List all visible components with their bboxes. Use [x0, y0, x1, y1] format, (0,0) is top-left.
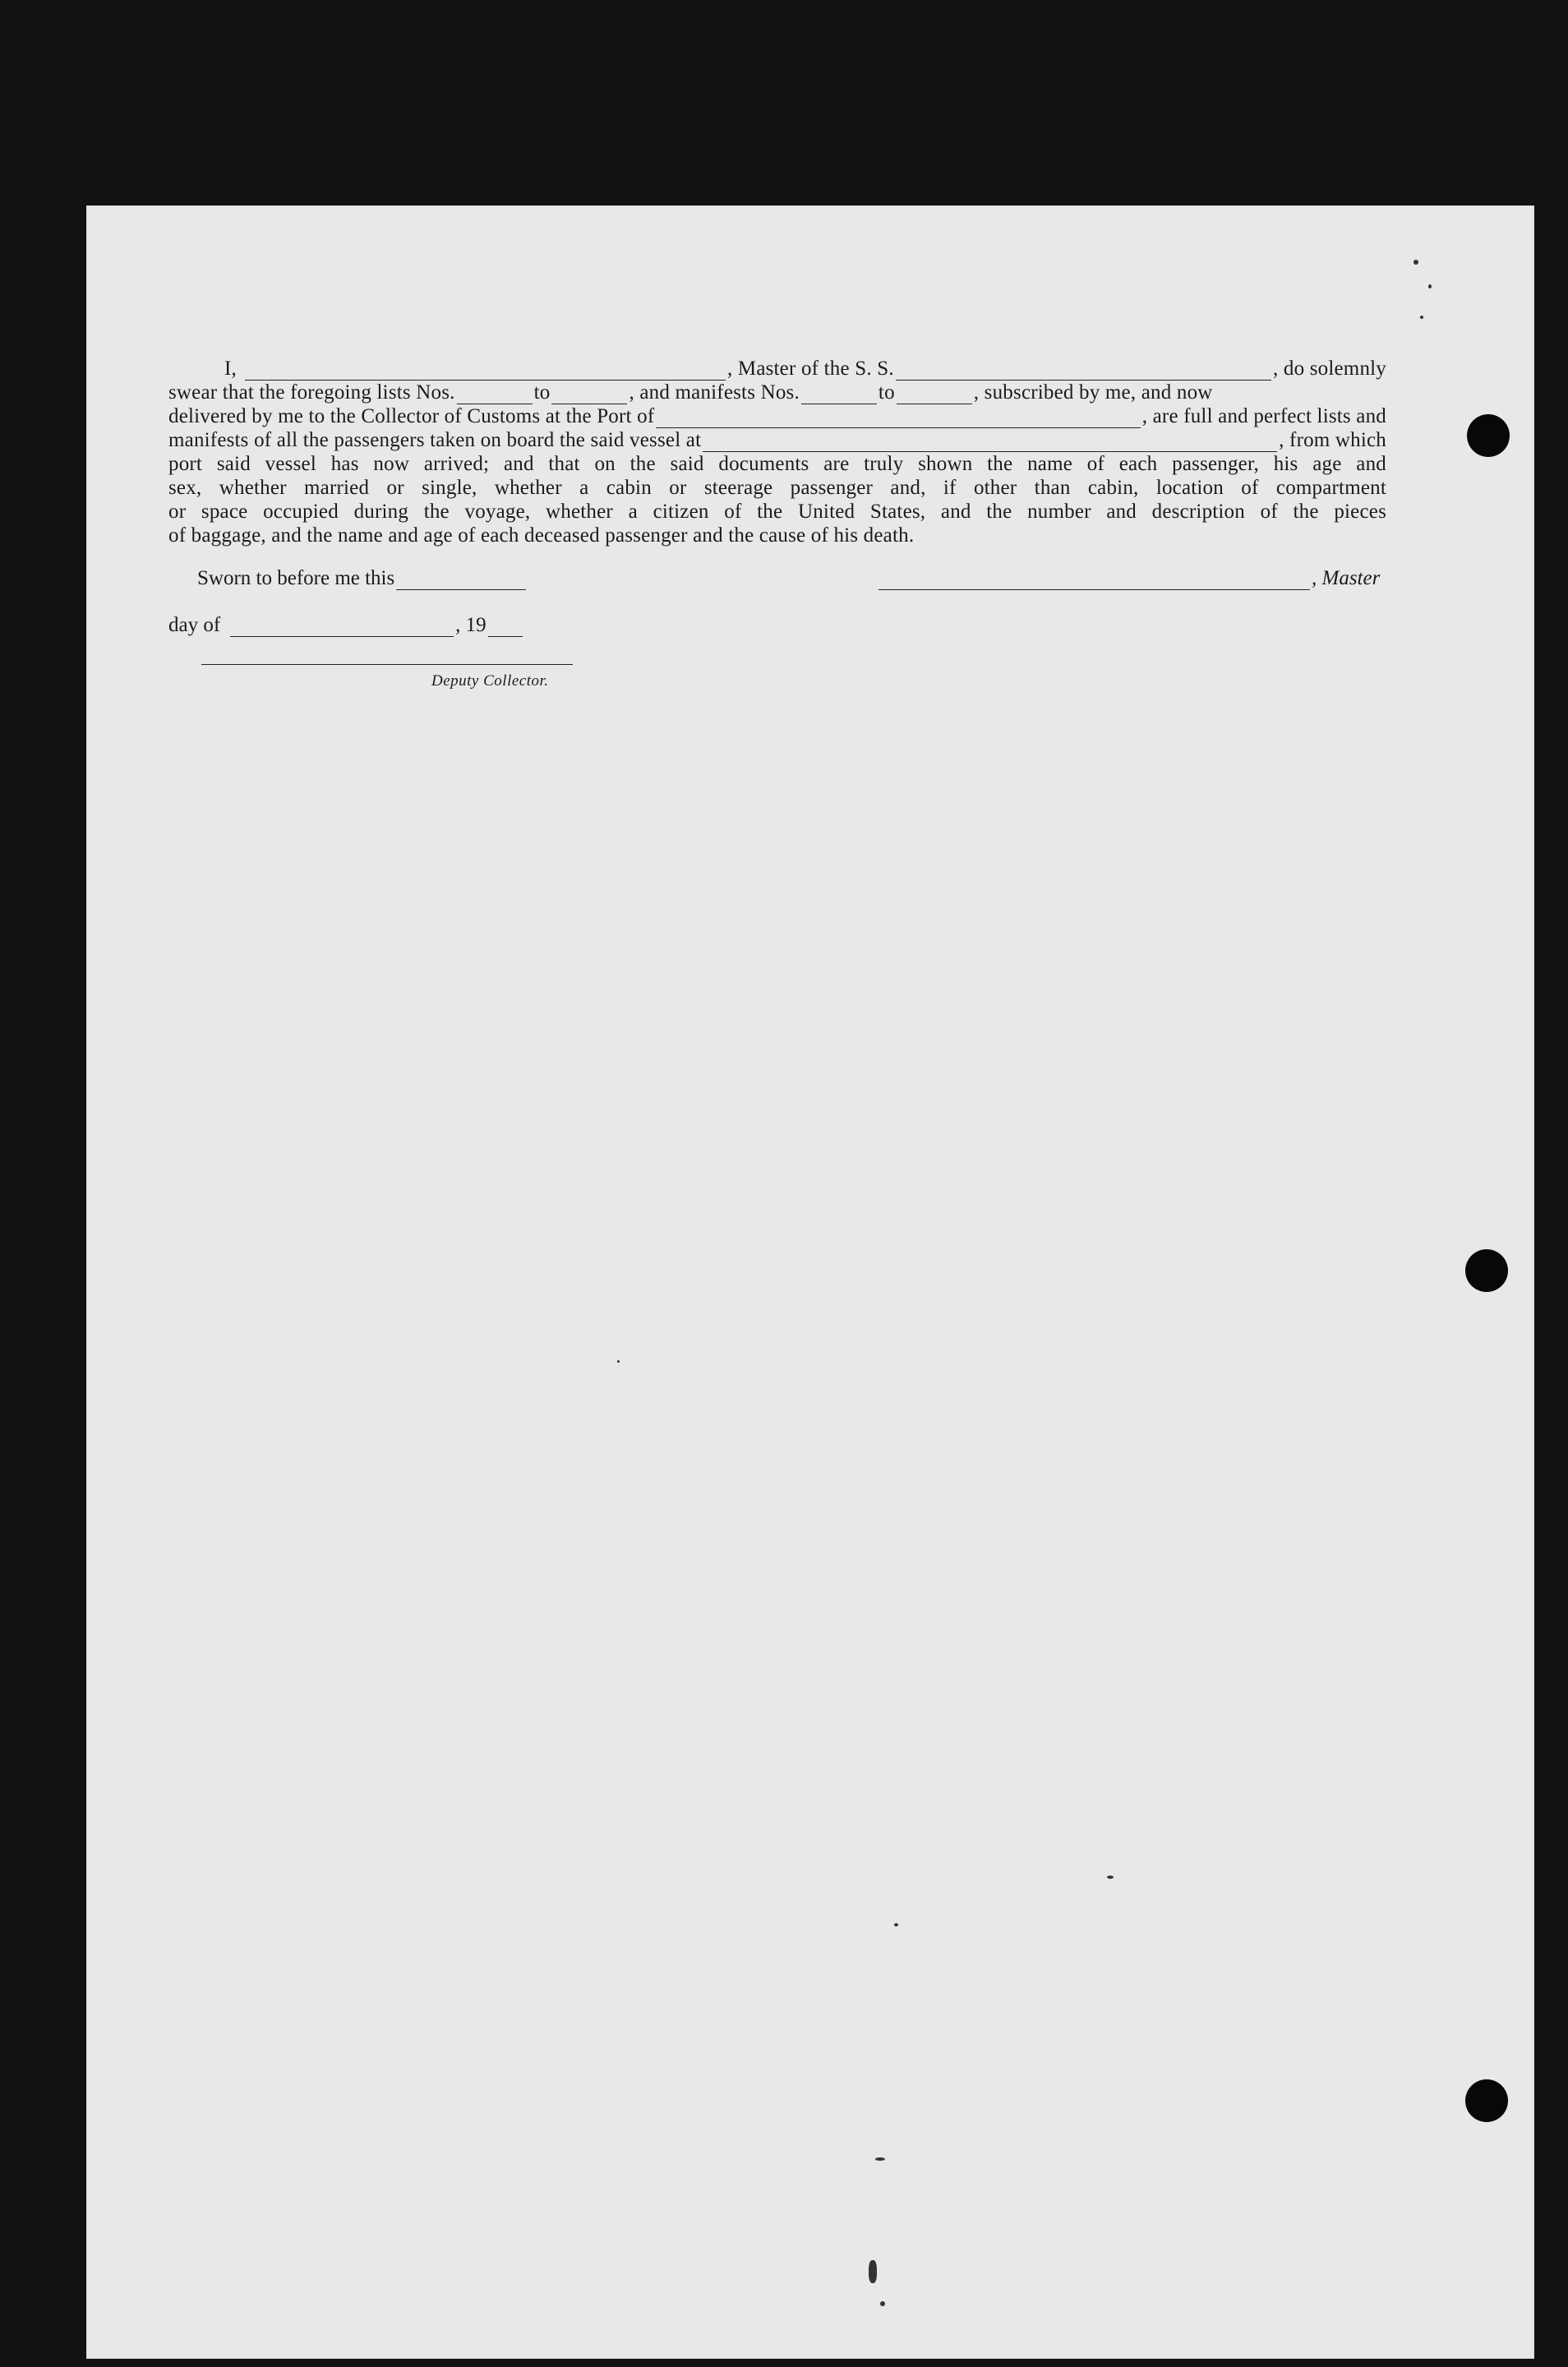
oath-text: swear that the foregoing lists Nos.	[168, 381, 455, 404]
master-name-blank	[245, 363, 726, 381]
punch-hole-middle	[1465, 1249, 1508, 1292]
month-blank	[230, 620, 454, 637]
manifest-to-blank	[897, 387, 972, 404]
oath-text: , and manifests Nos.	[629, 381, 800, 404]
speck	[894, 1923, 898, 1926]
oath-text: , are full and perfect lists and	[1141, 405, 1386, 427]
oath-line-3	[168, 404, 1386, 428]
oath-line-2	[168, 381, 1386, 404]
oath-paragraph	[168, 357, 1386, 547]
speck	[1428, 284, 1432, 288]
date-row	[168, 614, 524, 637]
oath-text: , from which	[1279, 429, 1386, 451]
oath-text: delivered by me to the Collector of Customs at the Port of	[168, 405, 655, 427]
year-blank	[488, 620, 523, 637]
oath-text: , do solemnly	[1272, 358, 1386, 380]
oath-line-1	[168, 357, 1386, 381]
port-blank	[656, 411, 1140, 428]
master-label: , Master	[1312, 567, 1381, 589]
oath-line-5: port said vessel has now arrived; and that on the said documents are truly shown the name of each passenger, his age and	[168, 453, 1386, 475]
speck	[880, 2301, 885, 2306]
oath-text: I,	[224, 358, 237, 380]
day-of-text: day of	[168, 614, 221, 636]
oath-line-7: or space occupied during the voyage, whether a citizen of the United States, and the number and description of the pieces	[168, 501, 1386, 523]
deputy-signature-line	[201, 664, 573, 665]
year-text: , 19	[455, 614, 487, 636]
oath-line-6: sex, whether married or single, whether a cabin or steerage passenger and, if other than cabin, location of compartment	[168, 477, 1386, 499]
sworn-row	[197, 567, 528, 590]
speck	[875, 2157, 885, 2161]
oath-text: manifests of all the passengers taken on board the said vessel at	[168, 429, 702, 451]
punch-hole-bottom	[1465, 2079, 1508, 2122]
deputy-collector-label: Deputy Collector.	[431, 672, 549, 690]
oath-line-8: of baggage, and the name and age of each deceased passenger and the cause of his death.	[168, 524, 915, 547]
master-signature-blank	[879, 573, 1310, 590]
speck	[1107, 1876, 1114, 1879]
speck	[1420, 316, 1423, 319]
oath-text: , subscribed by me, and now	[973, 381, 1213, 404]
list-to-blank	[551, 387, 627, 404]
sworn-text: Sworn to before me this	[197, 567, 395, 589]
ship-name-blank	[896, 363, 1271, 381]
punch-hole-top	[1467, 414, 1510, 457]
speck	[1414, 260, 1418, 265]
departure-port-blank	[703, 435, 1277, 452]
manifest-from-blank	[801, 387, 877, 404]
master-signature-row	[877, 567, 1380, 590]
oath-text: , Master of the S. S.	[726, 358, 894, 380]
sworn-day-blank	[396, 573, 526, 590]
list-from-blank	[457, 387, 533, 404]
speck	[617, 1360, 620, 1363]
oath-text: to	[878, 381, 895, 404]
oath-text: to	[533, 381, 551, 404]
speck	[869, 2260, 877, 2283]
oath-line-4	[168, 428, 1386, 452]
